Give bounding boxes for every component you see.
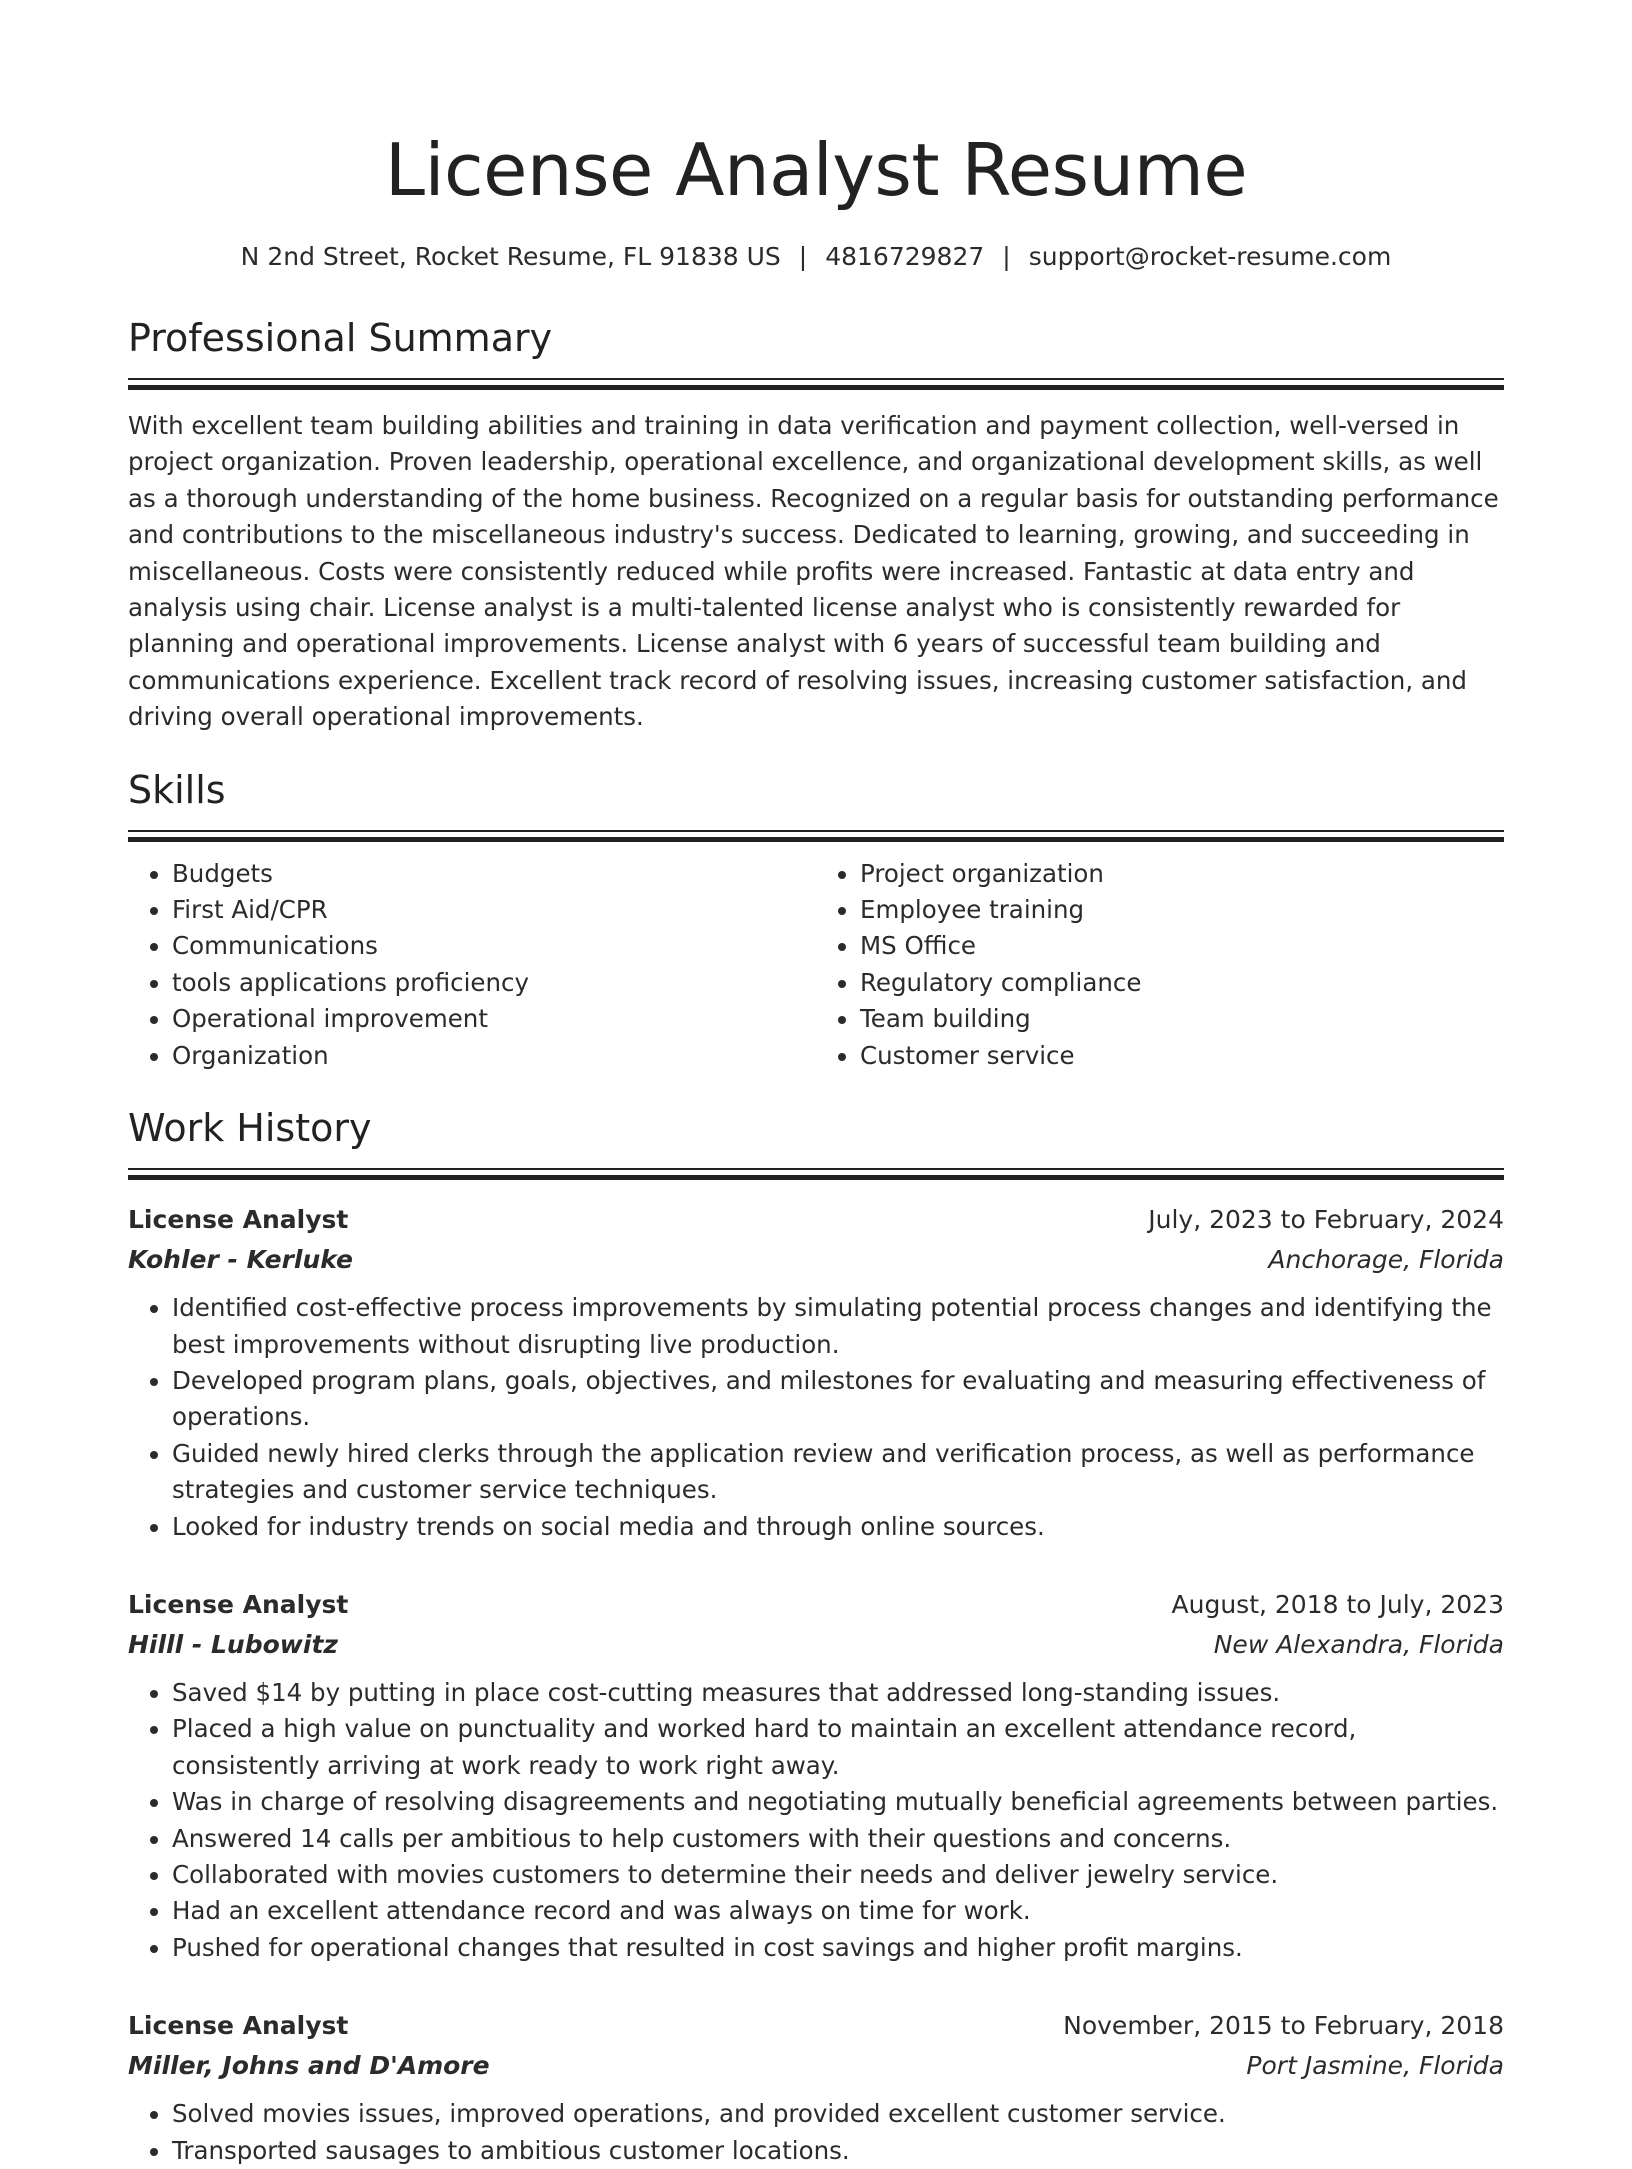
contact-address: N 2nd Street, Rocket Resume, FL 91838 US	[240, 242, 781, 271]
job-title: License Analyst	[128, 1589, 349, 1619]
skill-item: • Budgets	[172, 856, 816, 892]
job-dates: November, 2015 to February, 2018	[1063, 2011, 1504, 2041]
job-entry	[128, 1200, 1504, 1545]
contact-separator: |	[798, 242, 808, 271]
job-location: Anchorage, Florida	[1268, 1245, 1504, 1275]
skills-list-left	[128, 856, 816, 1074]
contact-phone: 4816729827	[825, 242, 985, 271]
job-bullet: • Pushed for operational changes that resulted in cost savings and higher profit margins.	[172, 1930, 1504, 1966]
summary-text: With excellent team building abilities and training in data verification and payment collection, well-versed in project organization. Proven leadership, operational excellence, and organizational development skills, as well as a thorough understanding of the home business. Recognized on a regular basis for outstanding performance and contributions to the miscellaneous industry's success. Dedicated to learning, growing, and succeeding in miscellaneous. Costs were consistently reduced while profits were increased. Fantastic at data entry and analysis using chair. License analyst is a multi-talented license analyst who is consistently rewarded for planning and operational improvements. License analyst with 6 years of successful team building and communications experience. Excellent track record of resolving issues, increasing customer satisfaction, and driving overall operational improvements.	[128, 411, 1499, 732]
contact-line	[128, 240, 1504, 274]
skill-item: • Regulatory compliance	[860, 965, 1504, 1001]
summary-heading: Professional Summary	[128, 316, 553, 360]
job-location: New Alexandra, Florida	[1213, 1629, 1504, 1659]
contact-email: support@rocket-resume.com	[1028, 242, 1392, 271]
skill-item: • tools applications proficiency	[172, 965, 816, 1001]
work-history-heading: Work History	[128, 1106, 372, 1151]
contact-separator: |	[1002, 242, 1011, 271]
section-divider	[128, 1168, 1504, 1180]
skill-item: • Organization	[172, 1038, 816, 1074]
job-bullet: • Identified cost-effective process improvements by simulating potential process changes and identifying the best improvements without disrupting live production.	[172, 1290, 1504, 1363]
job-bullet: • Transported sausages to ambitious customer locations.	[172, 2133, 1504, 2169]
job-bullet: • Had an excellent attendance record and was always on time for work.	[172, 1893, 1504, 1929]
job-company: Miller, Johns and D'Amore	[128, 2051, 490, 2081]
skill-item: • Communications	[172, 928, 816, 964]
page-title: License Analyst Resume	[384, 128, 1248, 212]
job-bullet: • Answered 14 calls per ambitious to help customers with their questions and concerns.	[172, 1821, 1504, 1857]
job-bullet: • Saved $14 by putting in place cost-cutting measures that addressed long-standing issues.	[172, 1675, 1504, 1711]
job-entry	[128, 2006, 1504, 2169]
job-company: Kohler - Kerluke	[128, 1245, 353, 1275]
skill-item: • Team building	[860, 1001, 1504, 1037]
job-title: License Analyst	[128, 1205, 349, 1235]
skills-heading: Skills	[128, 767, 226, 812]
job-bullet-list	[128, 1675, 1504, 1966]
job-bullet: • Collaborated with movies customers to determine their needs and deliver jewelry service.	[172, 1857, 1504, 1893]
skill-item: • First Aid/CPR	[172, 892, 816, 928]
job-bullet: • Developed program plans, goals, objectives, and milestones for evaluating and measuring effectiveness of operations.	[172, 1363, 1504, 1436]
skill-item: • Employee training	[860, 892, 1504, 928]
job-dates: August, 2018 to July, 2023	[1171, 1589, 1504, 1619]
job-title: License Analyst	[128, 2011, 349, 2041]
section-divider	[128, 830, 1504, 842]
skills-list-right	[816, 856, 1504, 1074]
skills-section	[128, 766, 1504, 1074]
skill-item: • MS Office	[860, 928, 1504, 964]
job-entry	[128, 1585, 1504, 1966]
job-dates: July, 2023 to February, 2024	[1148, 1205, 1504, 1235]
professional-summary-section	[128, 314, 1504, 736]
skill-item: • Operational improvement	[172, 1001, 816, 1037]
job-bullet: • Solved movies issues, improved operations, and provided excellent customer service.	[172, 2096, 1504, 2132]
job-bullet: • Placed a high value on punctuality and worked hard to maintain an excellent attendance record, consistently arriving at work ready to work right away.	[172, 1711, 1504, 1784]
job-bullet: • Was in charge of resolving disagreements and negotiating mutually beneficial agreements between parties.	[172, 1784, 1504, 1820]
section-divider	[128, 378, 1504, 390]
job-bullet: • Looked for industry trends on social media and through online sources.	[172, 1509, 1504, 1545]
work-history-section	[128, 1104, 1504, 2169]
skill-item: • Project organization	[860, 856, 1504, 892]
job-bullet-list	[128, 2096, 1504, 2169]
skills-grid	[128, 856, 1504, 1074]
skill-item: • Customer service	[860, 1038, 1504, 1074]
job-company: Hilll - Lubowitz	[128, 1629, 338, 1659]
job-location: Port Jasmine, Florida	[1246, 2051, 1504, 2081]
job-bullet-list	[128, 1290, 1504, 1545]
job-bullet: • Guided newly hired clerks through the application review and verification process, as well as performance strategies and customer service techniques.	[172, 1436, 1504, 1509]
